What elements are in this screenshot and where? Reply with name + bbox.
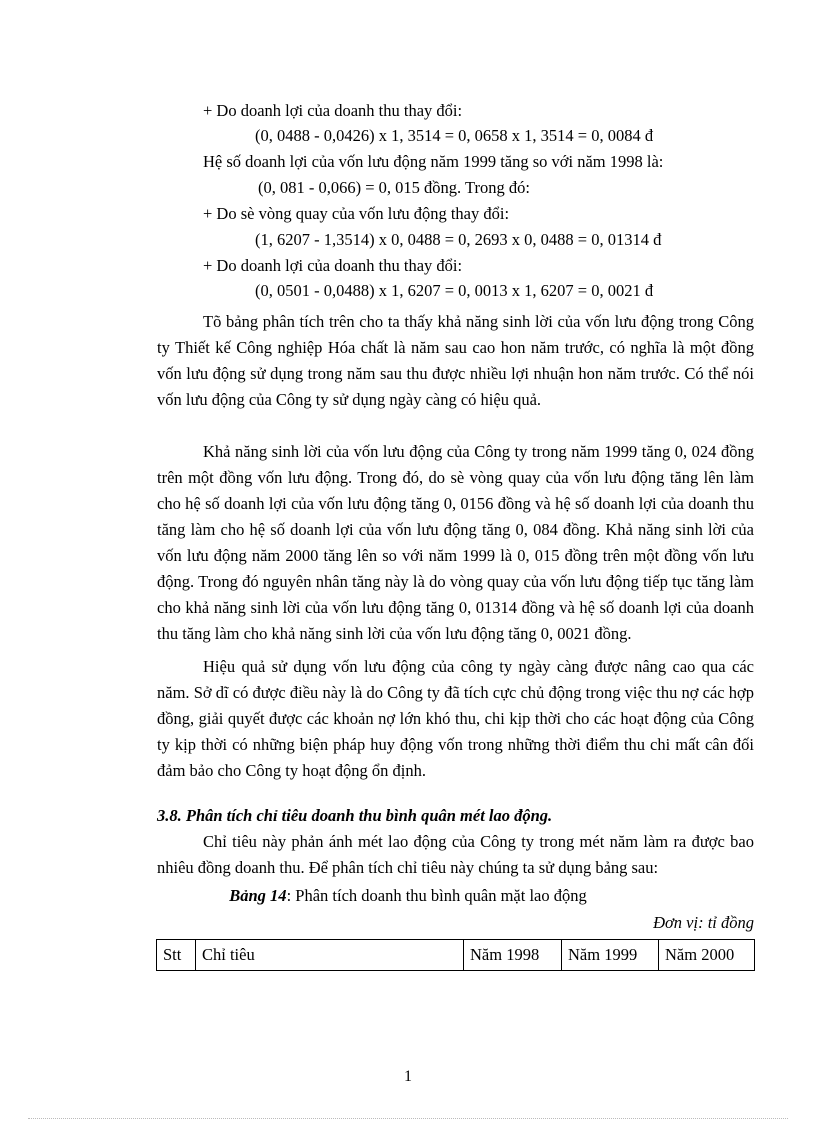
paragraph-3 <box>157 654 754 784</box>
table-caption <box>0 886 816 906</box>
paragraph-2-text: Khả năng sinh lời của vốn lưu động của Công ty trong năm 1999 tăng 0, 024 đồng trên một đồng vốn lưu động. Trong đó, do sè vòng quay của vốn lưu động tăng lên làm cho hệ số doanh lợi của vốn lưu động tăng 0, 0156 đồng và hệ số doanh lợi của doanh thu tăng làm cho hệ số doanh lợi của vốn lưu động tăng 0, 084 đồng. Khả năng sinh lời của vốn lưu động năm 2000 tăng lên so với năm 1999 là 0, 015 đồng trên một đồng vốn lưu động. Trong đó nguyên nhân tăng này là do vòng quay của vốn lưu động tiếp tục tăng làm cho khả năng sinh lời của vốn lưu động tăng 0, 01314 đồng và hệ số doanh lợi của doanh thu tăng làm cho khả năng sinh lời của vốn lưu động tăng 0, 0021 đồng. <box>157 442 754 643</box>
unit-label: Đơn vị: tỉ đồng <box>653 913 754 932</box>
data-table <box>156 939 755 971</box>
header-year-1998: Năm 1998 <box>464 940 562 971</box>
header-indicator: Chỉ tiêu <box>196 940 464 971</box>
header-year-1999: Năm 1999 <box>562 940 659 971</box>
paragraph-2 <box>157 439 754 647</box>
calc-line-7: + Do doanh lợi của doanh thu thay đổi: <box>203 256 463 275</box>
section-heading: 3.8. Phân tích chỉ tiêu doanh thu bình quân mét lao động. <box>157 806 553 825</box>
header-stt: Stt <box>157 940 196 971</box>
calc-line-3: Hệ số doanh lợi của vốn lưu động năm 1999 tăng so với năm 1998 là: <box>203 152 664 171</box>
table-caption-text: : Phân tích doanh thu bình quân mặt lao động <box>286 886 587 905</box>
paragraph-1 <box>157 309 754 413</box>
calc-line-5: + Do sè vòng quay của vốn lưu động thay đổi: <box>203 204 510 223</box>
calc-line-6: (1, 6207 - 1,3514) x 0, 0488 = 0, 2693 x 0, 0488 = 0, 01314 đ <box>255 230 662 249</box>
calc-line-1: + Do doanh lợi của doanh thu thay đổi: <box>203 101 463 120</box>
intro-paragraph <box>157 829 754 881</box>
paragraph-3-text: Hiệu quả sử dụng vốn lưu động của công ty ngày càng được nâng cao qua các năm. Sở dĩ có được điều này là do Công ty đã tích cực chủ động trong việc thu nợ các hợp đồng, giải quyết được các khoản nợ lớn khó thu, chi kịp thời cho các hoạt động của Công ty kịp thời có những biện pháp huy động vốn trong những thời điểm thu chi mất cân đối đảm bảo cho Công ty hoạt động ổn định. <box>157 657 754 780</box>
paragraph-1-text: Tõ bảng phân tích trên cho ta thấy khả năng sinh lời của vốn lưu động trong Công ty Thiết kế Công nghiệp Hóa chất là năm sau cao hon năm trước, có nghĩa là một đồng vốn lưu động sử dụng trong năm sau thu được nhiều lợi nhuận hon năm trước. Có thể nói vốn lưu động của Công ty sử dụng ngày càng có hiệu quả. <box>157 312 754 409</box>
calc-line-2: (0, 0488 - 0,0426) x 1, 3514 = 0, 0658 x 1, 3514 = 0, 0084 đ <box>255 126 654 145</box>
table-caption-label: Bảng 14 <box>229 886 287 905</box>
page-number: 1 <box>404 1068 412 1085</box>
table-header-row <box>157 940 755 971</box>
intro-paragraph-text: Chỉ tiêu này phản ánh mét lao động của Công ty trong mét năm làm ra được bao nhiêu đồng doanh thu. Để phân tích chỉ tiêu này chúng ta sử dụng bảng sau: <box>157 832 754 877</box>
header-year-2000: Năm 2000 <box>659 940 755 971</box>
calc-line-4: (0, 081 - 0,066) = 0, 015 đồng. Trong đó: <box>258 178 530 197</box>
page-bottom-divider <box>28 1118 788 1119</box>
calc-line-8: (0, 0501 - 0,0488) x 1, 6207 = 0, 0013 x 1, 6207 = 0, 0021 đ <box>255 281 654 300</box>
